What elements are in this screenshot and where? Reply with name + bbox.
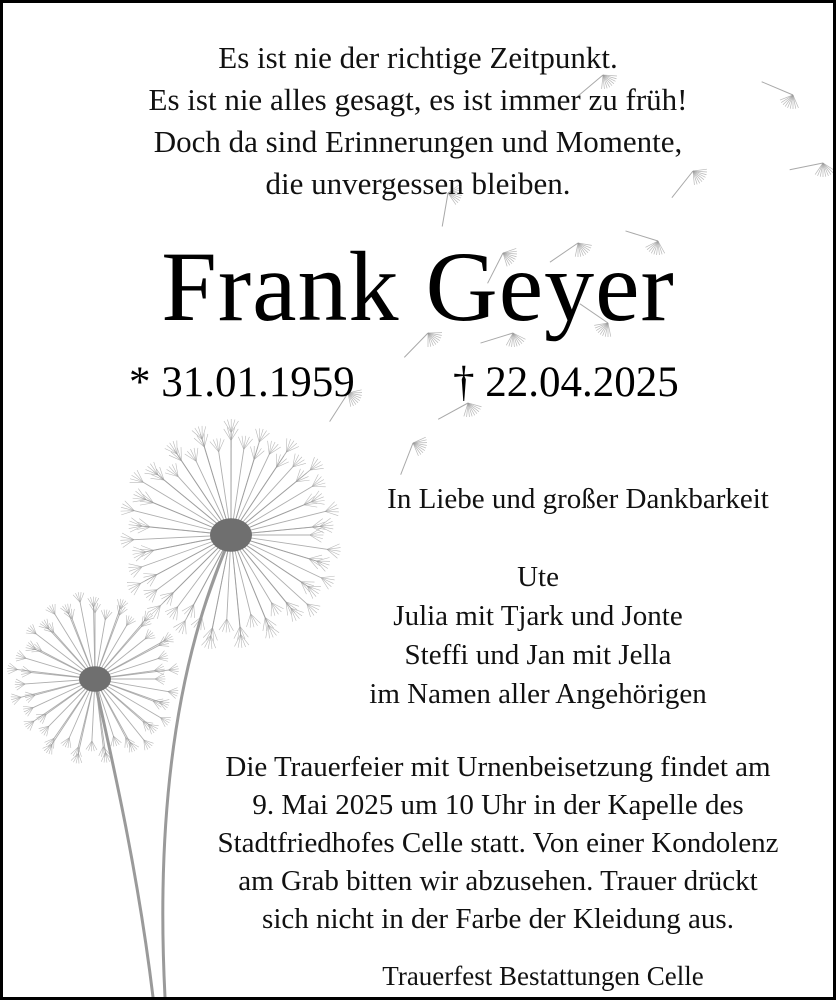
poem-line: Es ist nie der richtige Zeitpunkt.: [218, 40, 618, 75]
funeral-home: Trauerfest Bestattungen Celle: [382, 961, 704, 991]
service-line: 9. Mai 2025 um 10 Uhr in der Kapelle des: [252, 789, 744, 821]
deceased-name: Frank Geyer: [161, 231, 675, 342]
service-line: Die Trauerfeier mit Urnenbeisetzung findet am: [225, 751, 771, 783]
funeral-service-info: [173, 748, 823, 938]
mourner-line: Ute: [517, 561, 559, 593]
mourners-list: [303, 558, 773, 714]
poem-line: Es ist nie alles gesagt, es ist immer zu früh!: [148, 82, 688, 117]
memorial-poem: [3, 37, 833, 205]
poem-line: die unvergessen bleiben.: [265, 166, 571, 201]
service-line: Stadtfriedhofes Celle statt. Von einer Kondolenz: [217, 827, 779, 859]
poem-line: Doch da sind Erinnerungen und Momente,: [153, 124, 683, 159]
death-date: † 22.04.2025: [453, 359, 679, 406]
service-line: am Grab bitten wir abzusehen. Trauer drückt: [238, 865, 758, 897]
flying-seed: [401, 437, 427, 475]
birth-date: * 31.01.1959: [129, 359, 355, 406]
mourner-line: Julia mit Tjark und Jonte: [393, 600, 683, 632]
service-line: sich nicht in der Farbe der Kleidung aus.: [262, 903, 734, 935]
dandelion-stem-small: [95, 683, 153, 997]
mourner-line: Steffi und Jan mit Jella: [404, 639, 672, 671]
mourner-line: im Namen aller Angehörigen: [369, 678, 707, 710]
dandelion-head-small: [7, 592, 179, 763]
thanks-line: In Liebe und großer Dankbarkeit: [387, 483, 769, 515]
